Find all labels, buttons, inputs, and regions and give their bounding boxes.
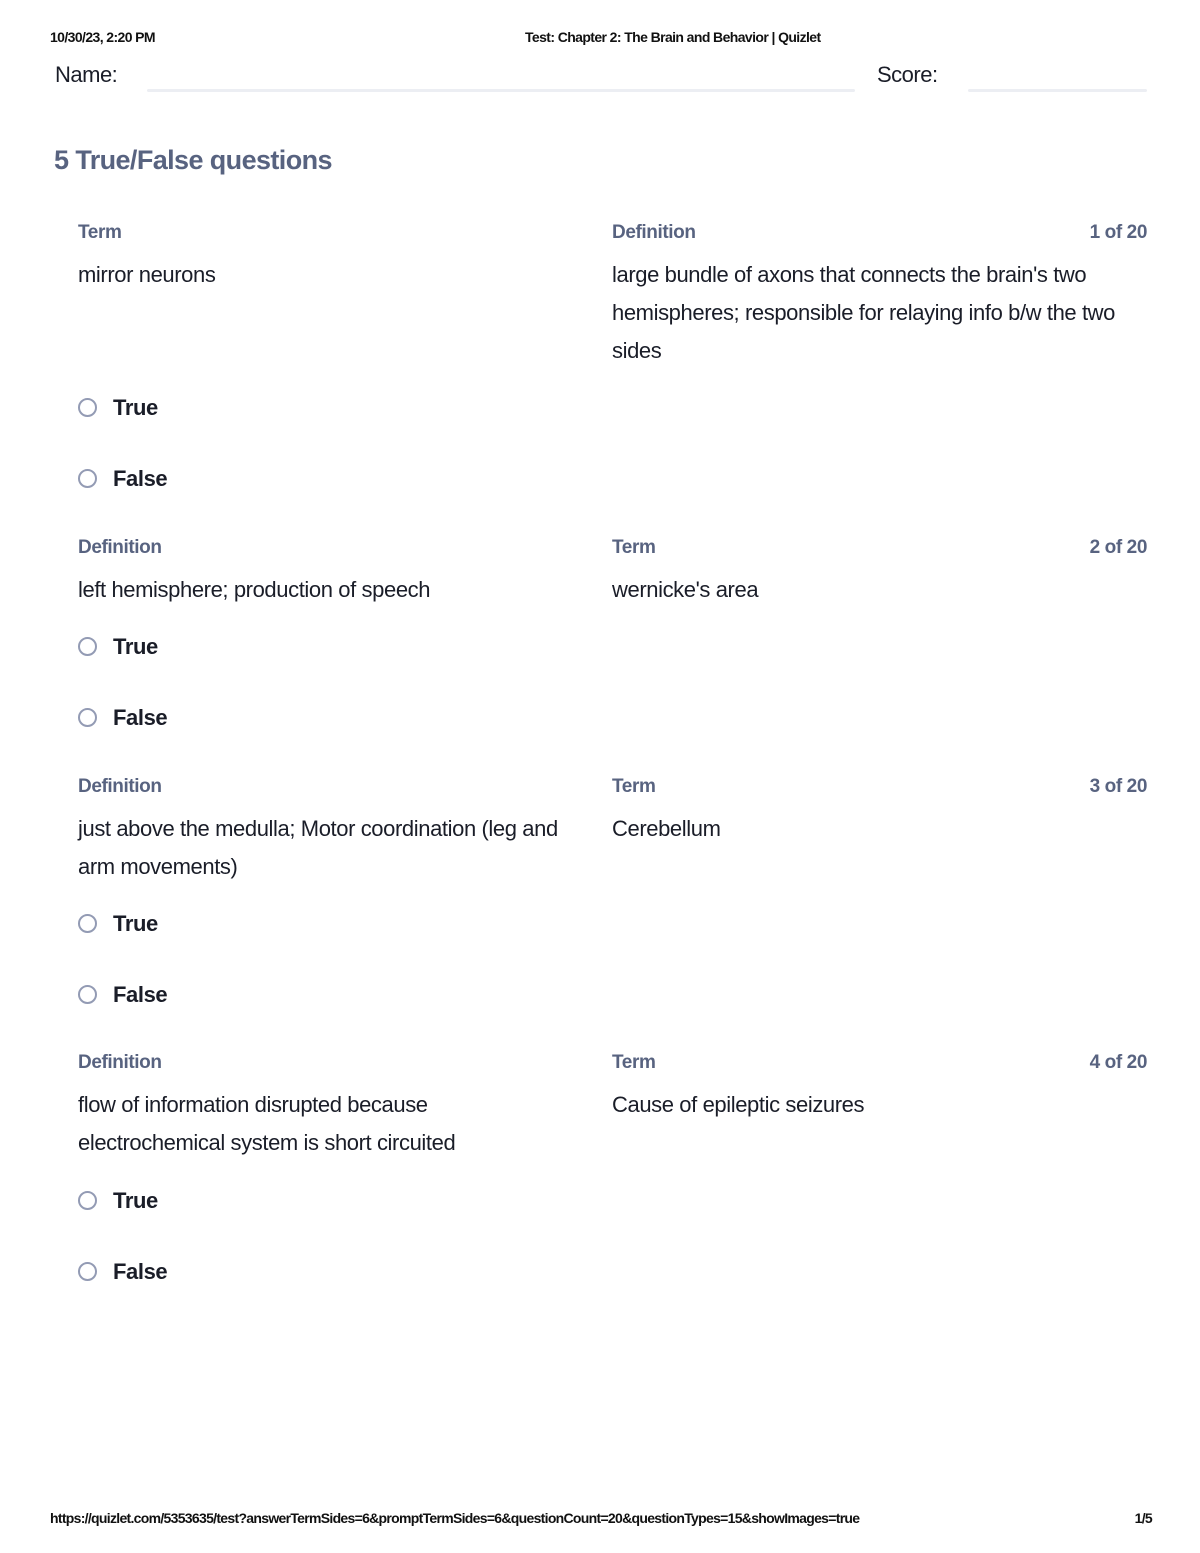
radio-unselected-icon[interactable] <box>78 708 97 727</box>
question-left-label: Definition <box>78 776 162 797</box>
print-url: https://quizlet.com/5353635/test?answerTermSides=6&promptTermSides=6&questionCount=20&questionTypes=15&showImages=true <box>50 1510 860 1526</box>
question-right-label: Definition <box>612 222 696 243</box>
radio-unselected-icon[interactable] <box>78 1262 97 1281</box>
radio-unselected-icon[interactable] <box>78 637 97 656</box>
print-page-title: Test: Chapter 2: The Brain and Behavior | Quizlet <box>525 29 821 45</box>
radio-unselected-icon[interactable] <box>78 914 97 933</box>
question-counter: 2 of 20 <box>1089 537 1147 558</box>
false-option-label: False <box>113 982 168 1007</box>
question-counter: 1 of 20 <box>1089 222 1147 243</box>
section-title: 5 True/False questions <box>54 145 332 175</box>
name-score-row <box>55 60 1147 96</box>
true-option-label: True <box>113 395 158 420</box>
question-left-label: Definition <box>78 1052 162 1073</box>
score-field[interactable] <box>968 89 1147 92</box>
print-header <box>50 29 1150 49</box>
question-right-text: Cerebellum <box>612 816 721 841</box>
radio-unselected-icon[interactable] <box>78 469 97 488</box>
question-right-label: Term <box>612 1052 656 1073</box>
question-left-label: Term <box>78 222 122 243</box>
false-option-label: False <box>113 1259 168 1284</box>
print-page-number: 1/5 <box>1134 1510 1152 1526</box>
question-left-label: Definition <box>78 537 162 558</box>
true-option-label: True <box>113 911 158 936</box>
question-right-text: Cause of epileptic seizures <box>612 1092 865 1117</box>
question-right-label: Term <box>612 776 656 797</box>
question-right-text: wernicke's area <box>612 577 759 602</box>
print-footer <box>50 1510 1152 1530</box>
true-option-label: True <box>113 1188 158 1213</box>
name-field[interactable] <box>147 89 855 92</box>
question-counter: 4 of 20 <box>1089 1052 1147 1073</box>
question-left-text: left hemisphere; production of speech <box>78 577 431 602</box>
question-counter: 3 of 20 <box>1089 776 1147 797</box>
question-right-text: large bundle of axons that connects the brain's two hemispheres; responsible for relaying info b/w the two sides <box>612 262 1116 363</box>
radio-unselected-icon[interactable] <box>78 985 97 1004</box>
radio-unselected-icon[interactable] <box>78 1191 97 1210</box>
question-left-text: flow of information disrupted because electrochemical system is short circuited <box>78 1092 456 1155</box>
radio-unselected-icon[interactable] <box>78 398 97 417</box>
score-label: Score: <box>877 62 938 87</box>
false-option-label: False <box>113 466 168 491</box>
question-right-label: Term <box>612 537 656 558</box>
question-left-text: just above the medulla; Motor coordination (leg and arm movements) <box>78 816 558 879</box>
print-datetime: 10/30/23, 2:20 PM <box>50 29 155 45</box>
name-label: Name: <box>55 62 118 87</box>
question-left-text: mirror neurons <box>78 262 216 287</box>
true-option-label: True <box>113 634 158 659</box>
false-option-label: False <box>113 705 168 730</box>
